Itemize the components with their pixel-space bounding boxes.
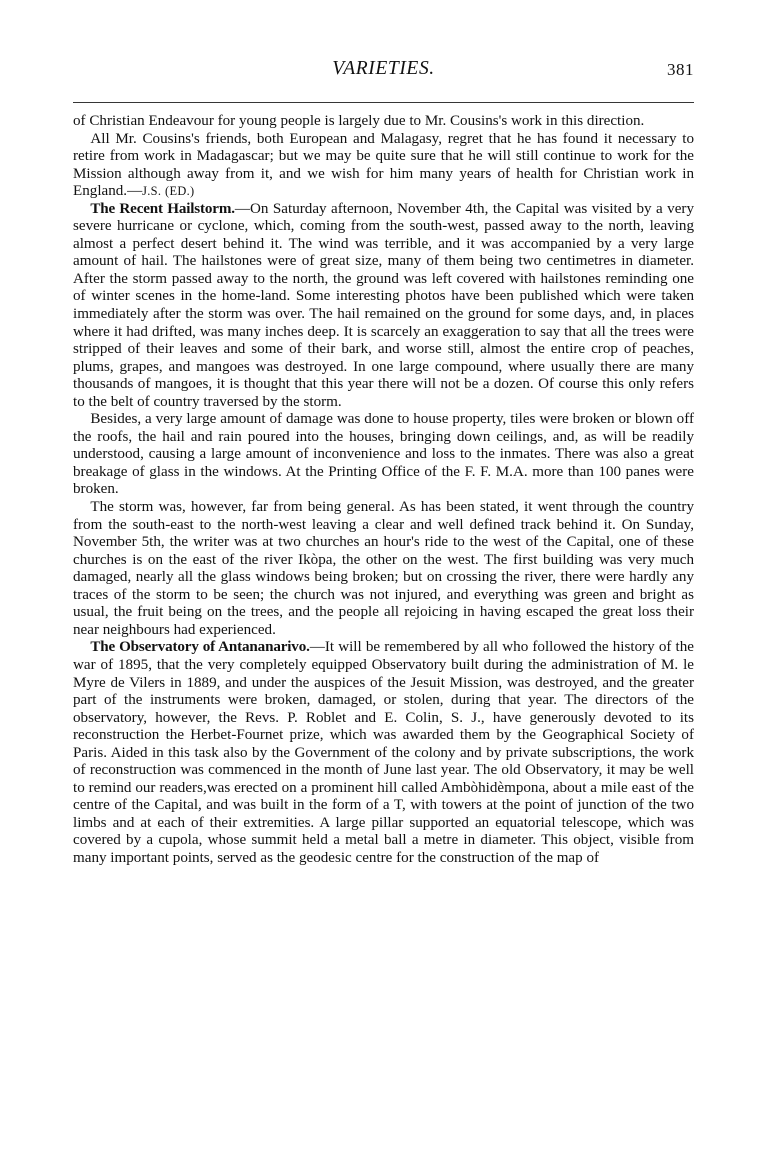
section-heading-hailstorm: The Recent Hailstorm. [90,200,235,217]
section-heading-paragraph [73,201,694,412]
signature-editor-note: (ED.) [165,184,195,199]
page-header [73,58,694,88]
page-body [73,113,694,868]
header-rule [73,102,694,103]
section-heading-observatory: The Observatory of Antananarivo. [90,639,310,656]
signature-dash: — [127,183,143,200]
paragraph: The storm was, however, far from being general. As has been stated, it went through the country from the south-east to the north-west leaving a clear and well defined track behind it. On Sunday, November 5th, the writer was at two churches an hour's ride to the west of the Capital, one of these churches is on the east of the river Ikòpa, the other on the west. The first building was very much damaged, nearly all the glass windows being broken; but on crossing the river, there were hardly any traces of the storm to be seen; the church was not injured, and everything was green and bright as usual, the fruit being on the trees, and the people all rejoicing in having escaped the great loss their near neighbours had experienced. [73,499,694,638]
running-head: VARIETIES. [332,58,435,79]
paragraph: Besides, a very large amount of damage was done to house property, tiles were broken or blown off the roofs, the hail and rain poured into the houses, bringing down ceilings, and, as will be readily understood, causing a large amount of inconvenience and loss to the inmates. There was also a great breakage of glass in the windows. At the Printing Office of the F. F. M.A. more than 100 panes were broken. [73,411,694,498]
signature-initials: J.S. [142,184,162,199]
paragraph: of Christian Endeavour for young people is largely due to Mr. Cousins's work in this direction. [73,113,645,129]
paragraph-text: On Saturday afternoon, November 4th, the Capital was visited by a very severe hurricane or cyclone, which, coming from the south-west, passed away to the north, leaving almost a perfect desert behind it. The wind was terrible, and it was accompanied by a very large amount of hail. The hailstones were of great size, many of them being two centimetres in diameter. After the storm passed away to the north, the ground was left covered with hailstones reminding one of winter scenes in the home-land. Some interesting photos have been published which were taken immediately after the storm was over. The hail remained on the ground for some days, and, in places where it had drifted, was many inches deep. It is scarcely an exaggeration to say that all the trees were stripped of their leaves and some of their bark, and worse still, almost the entire crop of peaches, plums, grapes, and mangoes was destroyed. In one large compound, where usually there are many thousands of mangoes, it is thought that this year there will not be a dozen. Of course this only refers to the belt of country traversed by the storm. [73,200,694,410]
heading-dash: — [234,200,250,217]
signature [127,183,194,199]
heading-dash: — [309,639,325,656]
paragraph [73,131,694,201]
page-number: 381 [667,60,694,79]
section-heading-paragraph [73,639,694,867]
paragraph-text: It will be remembered by all who followed the history of the war of 1895, that the very completely equipped Observatory built during the administration of M. le Myre de Vilers in 1889, and under the auspices of the Jesuit Mission, was destroyed, and the greater part of the instruments were broken, damaged, or stolen, during that year. The directors of the observatory, however, the Revs. P. Roblet and E. Colin, S. J., have generously devoted to its reconstruction the Herbet-Fournet prize, which was awarded them by the Geographical Society of Paris. Aided in this task also by the Government of the colony and by private subscriptions, the work of reconstruction was commenced in the month of June last year. The old Observatory, it may be well to remind our readers,was erected on a prominent hill called Ambòhidèmpona, about a mile east of the centre of the Capital, and was built in the form of a T, with towers at the point of junction of the two limbs and at each of their extremities. A large pillar supported an equatorial telescope, which was covered by a cupola, whose summit held a metal ball a metre in diameter. This object, visible from many important points, served as the geodesic centre for the construction of the map of [73,639,694,866]
paragraph-text: All Mr. Cousins's friends, both European and Malagasy, regret that he has found it necessary to retire from work in Madagascar; but we may be quite sure that he will still continue to work for the Mission although away from it, and we wish for him many years of health for Christian work in England. [73,130,694,200]
